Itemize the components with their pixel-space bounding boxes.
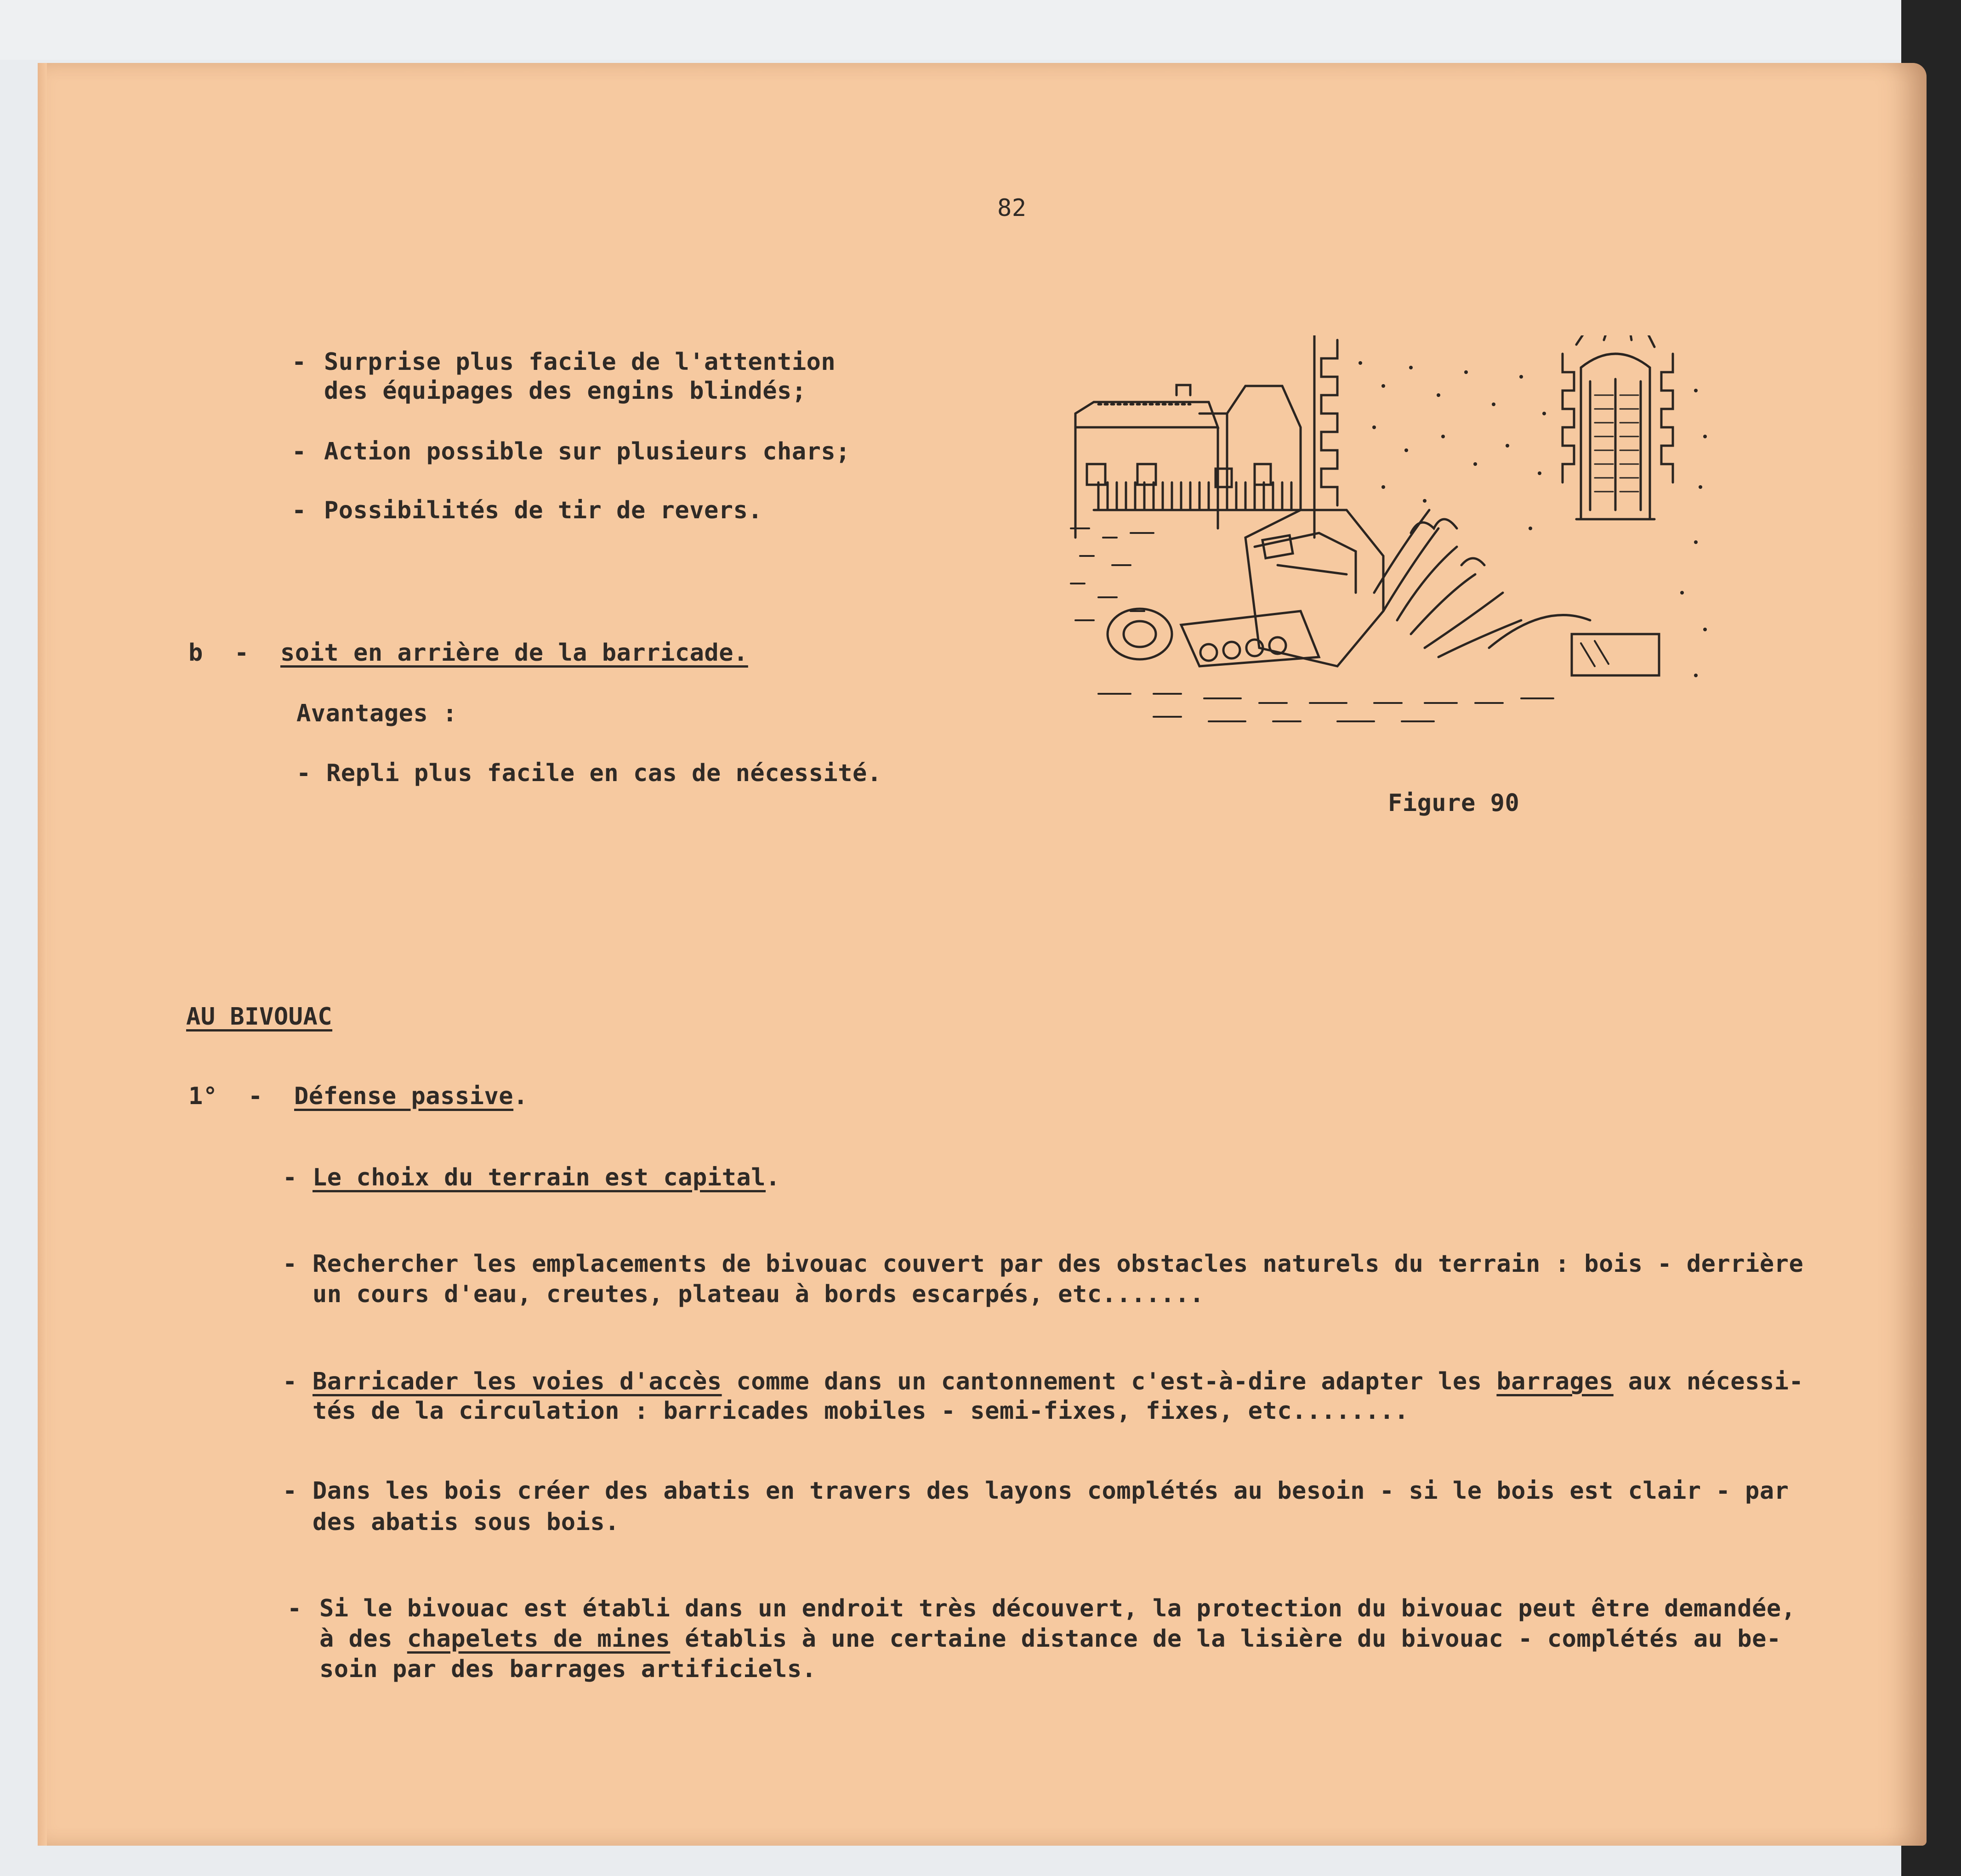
list-item-dash: - (283, 1164, 297, 1191)
section-title: AU BIVOUAC (186, 1003, 333, 1031)
list-item-underlined: Le choix du terrain est capital (313, 1164, 766, 1191)
list-item-text: Dans les bois créer des abatis en travers des layons complétés au besoin - si le bois est clair - par (313, 1477, 1789, 1505)
list-item-text: Repli plus facile en cas de nécessité. (326, 759, 882, 787)
list-item-text: Possibilités de tir de revers. (324, 497, 763, 524)
list-item-text: tés de la circulation : barricades mobiles - semi-fixes, fixes, etc........ (313, 1397, 1409, 1425)
list-item-dash: - (283, 1368, 297, 1395)
item-heading-punct: . (513, 1083, 528, 1110)
section-dash: - (234, 639, 249, 667)
list-item-dash: - (292, 497, 307, 524)
list-item-text: . (766, 1164, 780, 1191)
figure-90-illustration (1062, 335, 1728, 735)
list-item-dash: - (283, 1477, 297, 1505)
list-item-dash: - (283, 1250, 297, 1278)
scan-background (0, 0, 1961, 60)
list-item-text: établis à une certaine distance de la lisière du bivouac - complétés au be- (670, 1625, 1781, 1653)
list-item-text: soin par des barrages artificiels. (319, 1655, 817, 1683)
list-item-dash: - (296, 759, 311, 787)
section-marker: b (188, 639, 203, 667)
list-item-text: Si le bivouac est établi dans un endroit très découvert, la protection du bivouac peut être demandée, (319, 1595, 1796, 1622)
list-item-text: des équipages des engins blindés; (324, 377, 807, 405)
item-heading: Défense passive (294, 1083, 514, 1110)
list-item-dash: - (292, 438, 307, 465)
document-page (38, 63, 1927, 1846)
figure-caption: Figure 90 (1388, 789, 1520, 817)
list-item-dash: - (292, 348, 307, 376)
list-item-dash: - (287, 1595, 302, 1622)
page-edge (38, 63, 47, 1846)
list-item-text: comme dans un cantonnement c'est-à-dire adapter les (722, 1368, 1497, 1395)
item-marker: 1° (188, 1083, 218, 1110)
list-item-text: Action possible sur plusieurs chars; (324, 438, 851, 465)
page-number: 82 (997, 194, 1027, 222)
list-item-text: Rechercher les emplacements de bivouac couvert par des obstacles naturels du terrain : bois - derrière (313, 1250, 1804, 1278)
section-heading: soit en arrière de la barricade. (280, 639, 748, 667)
list-item-text: un cours d'eau, creutes, plateau à bords escarpés, etc....... (313, 1281, 1205, 1308)
item-dash: - (248, 1083, 263, 1110)
list-item-text: Surprise plus facile de l'attention (324, 348, 836, 376)
list-item-text: aux nécessi- (1613, 1368, 1804, 1395)
list-item-text: des abatis sous bois. (313, 1508, 620, 1536)
advantages-label: Avantages : (296, 700, 457, 727)
list-item-underlined: chapelets de mines (407, 1625, 671, 1653)
list-item-underlined: Barricader les voies d'accès (313, 1368, 722, 1395)
list-item-underlined: barrages (1496, 1368, 1614, 1395)
list-item-text: à des (319, 1625, 407, 1653)
